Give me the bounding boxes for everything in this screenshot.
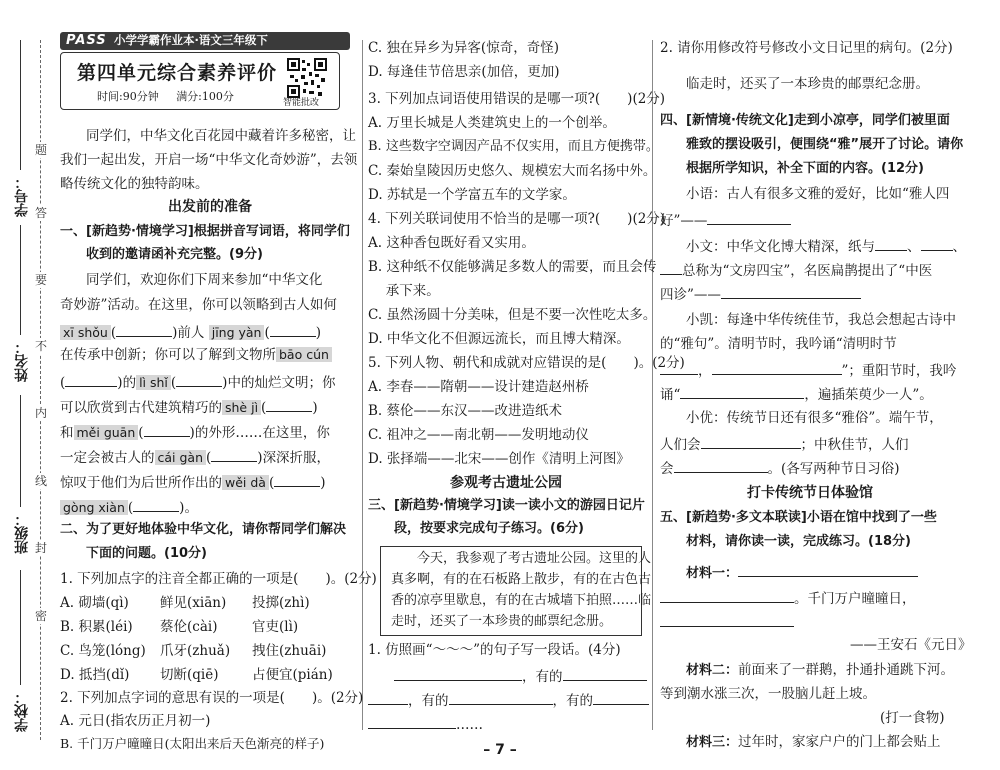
dialog-text: 四诊”——: [660, 287, 721, 303]
answer-blank[interactable]: [274, 472, 320, 487]
exam-time: 时间:90分钟: [97, 90, 159, 103]
answer-blank[interactable]: [144, 422, 190, 437]
exam-score: 满分:100分: [176, 90, 234, 103]
option-text: D. 抵挡(dǐ): [60, 667, 130, 683]
seal-char: 题: [35, 143, 48, 157]
option-text[interactable]: A. 万里长城是人类建筑史上的一个创举。: [368, 115, 616, 131]
dialog-text: 诵“: [660, 387, 681, 403]
dialog-line: ， ”；重阳节时，我吟: [660, 360, 956, 379]
qr-code-icon[interactable]: [287, 58, 327, 98]
dialog-text: 好”——: [660, 213, 708, 229]
answer-blank[interactable]: [660, 588, 794, 603]
answer-blank[interactable]: [680, 384, 804, 399]
letter-line: ( )的 lì shǐ ( )中的灿烂文明；你: [60, 372, 335, 391]
question-text: 4. 下列关联词使用不恰当的是哪一项?( )(2分): [368, 211, 666, 227]
dialog-text: 人们会: [660, 437, 701, 453]
answer-blank[interactable]: [721, 284, 861, 299]
binding-margin: [0, 0, 58, 770]
letter-line: [60, 347, 332, 363]
option-row[interactable]: [60, 643, 326, 659]
letter-text: 同学们，欢迎你们下周来参加“中华文化: [86, 272, 323, 288]
option-text[interactable]: D. 每逢佳节倍思亲(加倍，更加): [368, 64, 560, 80]
diary-box: [380, 546, 652, 636]
option-text: 投掷(zhì): [252, 595, 310, 611]
answer-blank[interactable]: [449, 690, 553, 705]
book-header: [60, 32, 350, 50]
answer-blank[interactable]: [660, 612, 794, 627]
question-text: 5. 下列人物、朝代和成就对应错误的是( )。(2分): [368, 355, 685, 371]
answer-blank[interactable]: [176, 372, 222, 387]
answer-blank[interactable]: [65, 372, 117, 387]
option-text[interactable]: C. 秦始皇陵因历史悠久、规模宏大而名扬中外。: [368, 163, 657, 179]
letter-text: 深深折服，: [262, 450, 331, 466]
letter-text: 前人: [177, 325, 205, 341]
question-heading: 雅致的摆设吸引，便围绕“雅”展开了讨论。请你: [686, 137, 964, 152]
sentence-to-revise[interactable]: 临走时，还买了一本珍贵的邮票纪念册。: [686, 76, 929, 92]
material-line: [660, 612, 794, 631]
page-title: 第四单元综合素养评价: [77, 62, 278, 84]
pinyin-prompt: wěi dà: [222, 475, 269, 490]
wavy-mark: ～～～: [432, 642, 474, 658]
dialog-line: [660, 384, 933, 403]
letter-text: 的: [122, 375, 137, 391]
option-text[interactable]: C. 虽然汤圆十分美味，但是不要一次性吃太多。: [368, 307, 657, 323]
option-row[interactable]: [60, 595, 310, 611]
answer-blank[interactable]: [394, 666, 522, 681]
answer-blank[interactable]: [875, 236, 907, 251]
answer-line: [368, 690, 649, 709]
pinyin-prompt: bāo cún: [276, 347, 332, 362]
diary-text: 香的凉亭里歇息，有的在古城墙下拍照……临: [391, 593, 652, 608]
pinyin-prompt: gòng xiàn: [60, 500, 128, 515]
dialog-text: 小语：古人有很多文雅的爱好，比如“雅人四: [686, 186, 950, 202]
letter-line: 可以欣赏到古代建筑精巧的 shè jì ( ): [60, 397, 318, 416]
material-text: 过年时，家家户户的门上都会贴上: [738, 734, 941, 750]
material-label: 材料一：: [686, 566, 739, 581]
dialog-line: [660, 210, 791, 229]
question-heading: 段，按要求完成句子练习。(6分): [394, 521, 584, 536]
diary-text: 真多啊，有的在石板路上散步，有的在古色古: [391, 572, 652, 587]
answer-blank[interactable]: [368, 690, 408, 705]
seal-char: 要: [35, 273, 48, 287]
material-label: 材料三：: [686, 735, 739, 750]
option-text[interactable]: D. 中华文化不但源远流长，而且博大精深。: [368, 331, 630, 347]
name-label: 姓名：: [14, 340, 30, 382]
answer-blank[interactable]: [133, 497, 179, 512]
option-text[interactable]: D. 张择端——北宋——创作《清明上河图》: [368, 451, 630, 467]
letter-line: gòng xiàn ( )。: [60, 497, 198, 516]
letter-text: 惊叹于他们为后世所作出的: [60, 475, 222, 491]
intro-text: 我们一起出发，开启一场“中华文化奇妙游”，去领: [60, 152, 358, 168]
question-heading: 五、[新趋势·多文本联读]小语在馆中找到了一些: [660, 510, 937, 525]
section-title: 出发前的准备: [168, 199, 252, 215]
pinyin-prompt: měi guān: [74, 425, 139, 440]
letter-line: 惊叹于他们为后世所作出的 wěi dà ( ): [60, 472, 326, 491]
exam-meta: [97, 90, 234, 103]
dialog-line: [660, 284, 861, 303]
letter-line: xī shǒu ( )前人 jīng yàn ( ): [60, 322, 321, 341]
option-text: 拽住(zhuāi): [252, 643, 327, 659]
seal-char: 内: [35, 406, 48, 420]
name-blank[interactable]: [20, 225, 21, 335]
option-text[interactable]: C. 独在异乡为异客(惊奇，奇怪): [368, 40, 559, 56]
answer-text: ，有的: [522, 669, 563, 685]
question-text: [368, 642, 621, 658]
page-number: – 7 –: [483, 742, 517, 758]
seal-char: 答: [35, 206, 48, 220]
question-heading: 三、[新趋势·情境学习]读一读小文的游园日记片: [368, 498, 645, 513]
question-text: 2. 下列加点字词的意思有误的一项是( )。(2分): [60, 690, 364, 706]
option-text: 鲜见(xiān): [160, 595, 227, 611]
question-heading: 收到的邀请函补充完整。(9分): [86, 247, 263, 262]
seal-char: 密: [35, 609, 48, 623]
answer-text: ……: [456, 717, 483, 733]
class-blank[interactable]: [20, 395, 21, 507]
letter-text: 在传承中创新；你可以了解到文物所: [60, 347, 276, 363]
column-divider: [362, 40, 363, 730]
student-number-label: 学号：: [14, 175, 30, 217]
answer-blank[interactable]: [368, 714, 456, 729]
dialog-text: 小优：传统节日还有很多“雅俗”。端午节，: [686, 410, 943, 426]
answer-blank[interactable]: [674, 458, 768, 473]
dialog-line: [660, 458, 900, 477]
option-text: 蔡伦(cài): [160, 619, 218, 635]
option-text[interactable]: C. 祖冲之——南北朝——发明地动仪: [368, 427, 589, 443]
dialog-text: 会: [660, 461, 674, 477]
class-label: 班级：: [14, 512, 30, 554]
pinyin-prompt: shè jì: [222, 400, 261, 415]
letter-text: 。: [184, 500, 198, 516]
dialog-text: 、: [952, 239, 966, 255]
diary-text: 走时，还买了一本珍贵的邮票纪念册。: [391, 614, 613, 629]
option-text: 占便宜(pián): [252, 667, 333, 683]
option-text: 官吏(lì): [252, 619, 299, 635]
answer-blank[interactable]: [116, 322, 172, 337]
dialog-line: [660, 260, 932, 279]
column-left: [60, 0, 377, 751]
answer-blank[interactable]: [701, 434, 801, 449]
answer-blank[interactable]: [712, 360, 842, 375]
material-label: 材料二：: [686, 663, 739, 678]
material-line: [660, 562, 918, 582]
option-text: B. 积累(léi): [60, 619, 133, 635]
material-text: 前面来了一群鹅，扑通扑通跳下河。: [738, 662, 955, 678]
option-text[interactable]: B. 这种纸不仅能够满足多数人的需要，而且会传: [368, 259, 657, 275]
option-text: A. 砌墙(qì): [60, 595, 129, 611]
material-line: [660, 588, 916, 607]
answer-blank[interactable]: [266, 397, 312, 412]
letter-text: 可以欣赏到古代建筑精巧的: [60, 400, 222, 416]
letter-text: 的外形……在这里，你: [194, 425, 330, 441]
seal-char: 不: [35, 339, 48, 353]
question-heading: 四、[新情境·传统文化]走到小凉亭，同学们被里面: [660, 113, 950, 128]
dialog-text: 、: [907, 239, 921, 255]
dialog-text: 小文：中华文化博大精深，纸与: [686, 239, 875, 255]
unit-title-box: [60, 52, 340, 110]
option-text[interactable]: A. 这种香包既好看又实用。: [368, 235, 535, 251]
option-text: 切断(qiē): [160, 667, 219, 683]
seal-char: 线: [35, 474, 48, 488]
option-text[interactable]: B. 蔡伦——东汉——改进造纸术: [368, 403, 563, 419]
dialog-text: ；中秋佳节，人们: [800, 437, 909, 453]
option-text[interactable]: D. 苏轼是一个学富五车的文学家。: [368, 187, 576, 203]
dialog-text: 。(各写两种节日习俗): [767, 461, 900, 477]
material-source: ——王安石《元日》: [850, 637, 972, 653]
question-text: ”的句子写一段话。(4分): [473, 642, 621, 658]
pinyin-prompt: cái gàn: [155, 450, 207, 465]
question-heading: 一、[新趋势·情境学习]根据拼音写词语，将同学们: [60, 224, 350, 239]
option-text[interactable]: B. 千门万户曈曈日(太阳出来后天色渐亮的样子): [60, 736, 325, 751]
letter-text: 中的灿烂文明；你: [227, 375, 336, 391]
school-label: 学校：: [14, 690, 30, 732]
question-text: 1. 仿照画“: [368, 642, 433, 658]
letter-text: 一定会被古人的: [60, 450, 155, 466]
pinyin-prompt: xī shǒu: [60, 325, 111, 340]
riddle-hint: (打一食物): [880, 710, 945, 726]
dialog-text: ，遍插茱萸少一人”。: [804, 387, 933, 403]
question-text: 1. 下列加点字的注音全都正确的一项是( )。(2分): [60, 571, 377, 587]
pinyin-prompt: lì shǐ: [136, 375, 171, 390]
book-title: 小学学霸作业本·语文三年级下: [114, 33, 268, 47]
letter-text: 和: [60, 425, 74, 441]
seal-char: 封: [35, 541, 48, 555]
letter-text: 奇妙游”活动。在这里，你可以领略到古人如何: [60, 297, 337, 313]
question-text: 3. 下列加点词语使用错误的是哪一项?( )(2分): [368, 91, 666, 107]
question-heading: 根据所学知识，补全下面的内容。(12分): [686, 161, 924, 176]
qr-caption: 智能批改: [283, 98, 320, 108]
pass-logo: PASS: [66, 33, 107, 48]
answer-text: ，有的: [408, 693, 449, 709]
answer-blank[interactable]: [660, 260, 682, 275]
dialog-line: [660, 434, 909, 453]
student-number-blank[interactable]: [20, 40, 21, 170]
option-text: C. 鸟笼(lóng): [60, 643, 146, 659]
option-text[interactable]: B. 这些数字空调因产品不仅实用，而且方便携带。: [368, 139, 659, 154]
school-blank[interactable]: [20, 570, 21, 685]
option-text: 承下来。: [368, 283, 440, 299]
option-text[interactable]: A. 元日(指农历正月初一): [60, 713, 211, 729]
question-heading: 二、为了更好地体验中华文化，请你帮同学们解决: [60, 522, 347, 537]
answer-text: ，有的: [552, 693, 593, 709]
letter-line: 和 měi guān ( )的外形……在这里，你: [60, 422, 330, 441]
answer-blank[interactable]: [593, 690, 649, 705]
diary-text: 今天，我参观了考古遗址公园。这里的人: [417, 551, 652, 566]
dialog-text: 总称为“文房四宝”，名医扁鹊提出了“中医: [682, 263, 933, 279]
answer-blank[interactable]: [270, 322, 316, 337]
answer-blank[interactable]: [707, 210, 791, 225]
question-heading: 下面的问题。(10分): [86, 546, 207, 561]
answer-blank[interactable]: [738, 562, 918, 577]
letter-line: 一定会被古人的 cái gàn ( )深深折服，: [60, 447, 330, 466]
question-text: 2. 请你用修改符号修改小文日记里的病句。(2分): [660, 40, 953, 56]
answer-blank[interactable]: [921, 236, 953, 251]
option-row[interactable]: [60, 667, 333, 683]
section-title: 参观考古遗址公园: [450, 475, 562, 491]
answer-blank[interactable]: [211, 447, 257, 462]
material-text: 。千门万户曈曈日，: [794, 591, 916, 607]
question-heading: 材料，请你读一读，完成练习。(18分): [686, 534, 911, 549]
option-text: 爪牙(zhuǎ): [160, 643, 231, 659]
option-row[interactable]: [60, 619, 298, 635]
answer-blank[interactable]: [563, 666, 647, 681]
answer-line: [368, 666, 647, 685]
dialog-line: [660, 236, 966, 255]
answer-blank[interactable]: [660, 360, 698, 375]
dialog-text: 的“雅句”。清明节时，我吟诵“清明时节: [660, 336, 897, 352]
intro-text: 同学们，中华文化百花园中藏着许多秘密，让: [86, 128, 356, 144]
option-text[interactable]: A. 李春——隋朝——设计建造赵州桥: [368, 379, 589, 395]
column-right: [660, 0, 972, 750]
material-text: 等到潮水涨三次，一股脑儿赶上坡。: [660, 686, 876, 702]
section-title: 打卡传统节日体验馆: [747, 485, 873, 501]
dialog-text: ”；重阳节时，我吟: [841, 363, 957, 379]
pinyin-prompt: jīng yàn: [209, 325, 265, 340]
intro-text: 略传统文化的独特韵味。: [60, 176, 209, 192]
answer-line: [368, 714, 483, 733]
dialog-text: 小凯：每逢中华传统佳节，我总会想起古诗中: [686, 312, 956, 328]
material-line: [660, 662, 954, 679]
